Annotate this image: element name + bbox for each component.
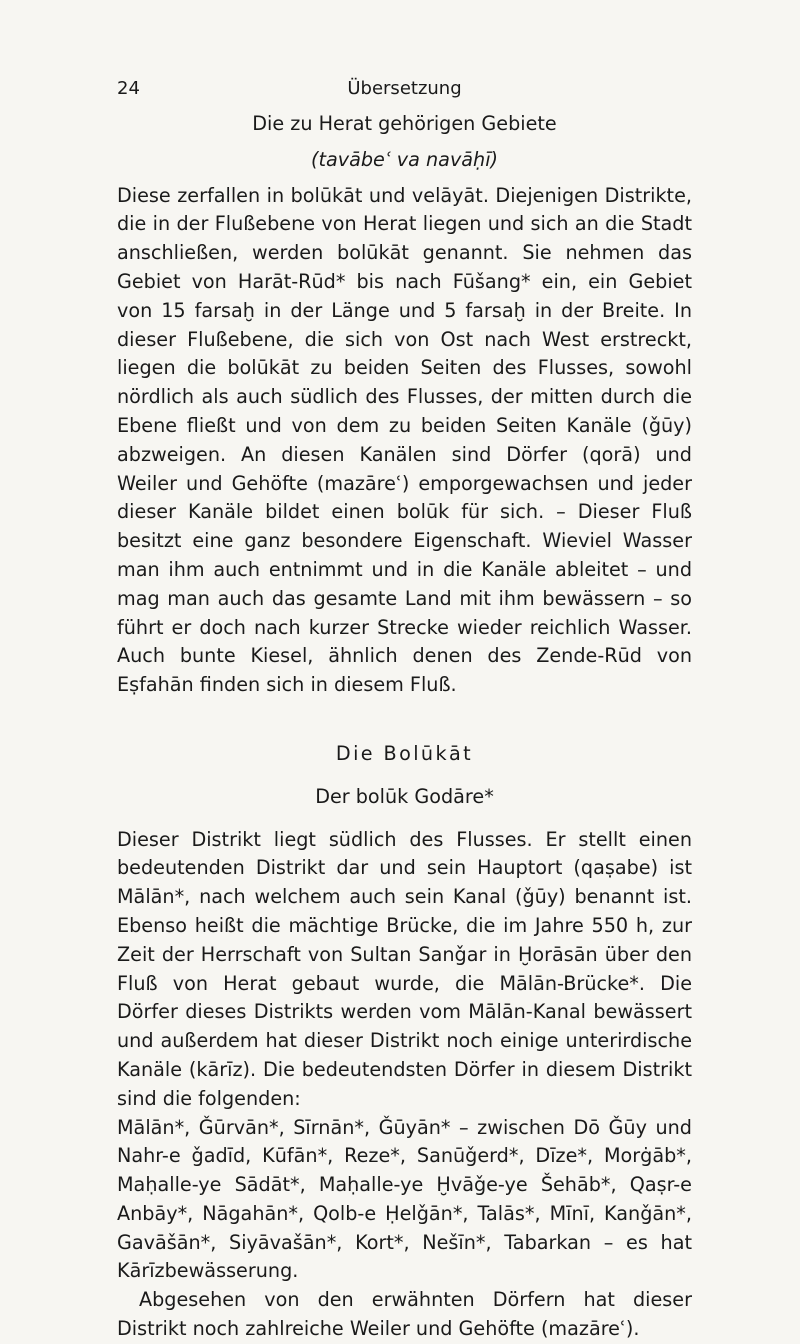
page-number: 24 [117, 78, 140, 99]
village-list: Mālān*, Ǧūrvān*, Sīrnān*, Ǧūyān* – zwischen Dō Ǧūy und Nahr-e ǧadīd, Kūfān*, Reze*, Sanūǧerd*, Dīze*, Morġāb*, Maḥalle-ye Sādāt*, Maḥalle-ye Ḫvāǧe-ye Šehāb*, Qaṣr-e Anbāy*, Nāgahān*, Qolb-e Ḥelǧān*, Talās*, Mīnī, Kanǧān*, Gavāšān*, Siyāvašān*, Kort*, Nešīn*, Tabarkan – es hat Kārīzbewässerung. [117, 1115, 692, 1283]
paragraph-godare: Dieser Distrikt liegt südlich des Flusses. Er stellt einen bedeutenden Distrikt dar und sein Hauptort (qaṣabe) ist Mālān*, nach welchem auch sein Kanal (ǧūy) benannt ist. Ebenso heißt die mächtige Brücke, die im Jahre 550 h, zur Zeit der Herrschaft von Sultan Sanǧar in Ḫorāsān über den Fluß von Herat gebaut wurde, die Mālān-Brücke*. Die Dörfer dieses Distrikts werden vom Mālān-Kanal bewässert und außerdem hat dieser Distrikt noch einige unterirdische Kanäle (kārīz). Die bedeutendsten Dörfer in diesem Distrikt sind die folgenden: [117, 827, 692, 1110]
section-subtitle: (tavābeʿ va navāḥī) [310, 147, 499, 171]
running-title: Übersetzung [347, 78, 462, 99]
running-head [117, 76, 692, 102]
text-block [117, 110, 692, 1344]
bolukat-subheading: Der bolūk Godāre* [315, 784, 494, 808]
paragraph-closing: Abgesehen von den erwähnten Dörfern hat dieser Distrikt noch zahlreiche Weiler und Gehöfte (mazāreʿ). [117, 1288, 692, 1341]
bolukat-heading: Die Bolūkāt [335, 741, 474, 765]
section-title: Die zu Herat gehörigen Gebiete [252, 112, 557, 135]
paragraph-intro: Diese zerfallen in bolūkāt und velāyāt. Diejenigen Distrikte, die in der Flußebene von Herat liegen und sich an die Stadt anschließen, werden bolūkāt genannt. Sie nehmen das Gebiet von Harāt-Rūd* bis nach Fūšang* ein, ein Gebiet von 15 farsaḫ in der Länge und 5 farsaḫ in der Breite. In dieser Flußebene, die sich von Ost nach West erstreckt, liegen die bolūkāt zu beiden Seiten des Flusses, sowohl nördlich als auch südlich des Flusses, der mitten durch die Ebene fließt und von dem zu beiden Seiten Kanäle (ǧūy) abzweigen. An diesen Kanälen sind Dörfer (qorā) und Weiler und Gehöfte (mazāreʿ) emporgewachsen und jeder dieser Kanäle bildet einen bolūk für sich. – Dieser Fluß besitzt eine ganz besondere Eigenschaft. Wieviel Wasser man ihm auch entnimmt und in die Kanäle ableitet – und mag man auch das gesamte Land mit ihm bewässern – so führt er doch nach kurzer Strecke wieder reichlich Wasser. Auch bunte Kiesel, ähnlich denen des Zende-Rūd von Eṣfahān finden sich in diesem Fluß. [117, 183, 692, 697]
